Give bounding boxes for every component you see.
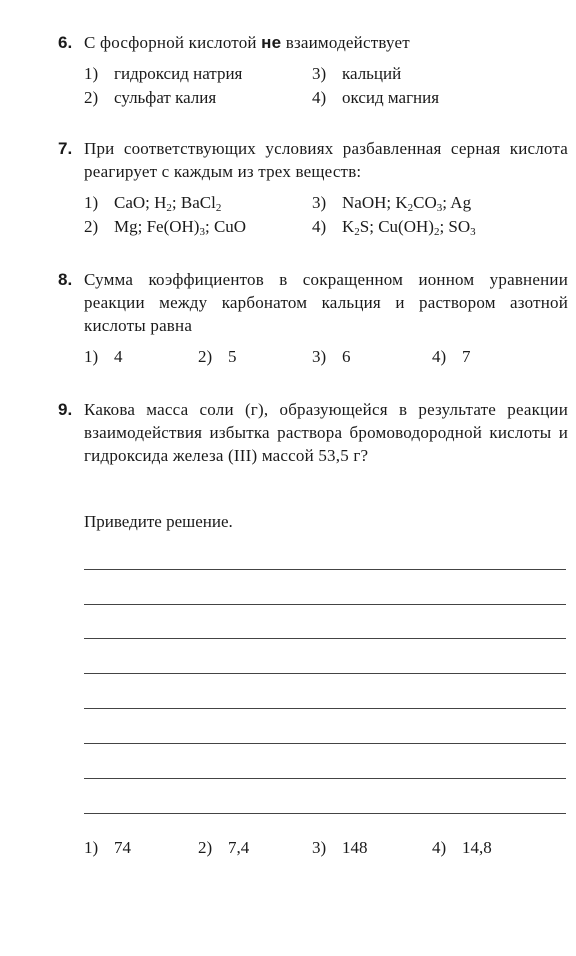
option-1[interactable]: 1) 4 [84, 347, 123, 366]
option-4[interactable]: 4) 14,8 [432, 838, 492, 857]
question-number: 6. [58, 33, 73, 52]
writing-line [84, 604, 566, 605]
question-number: 8. [58, 270, 73, 289]
answer-options [84, 62, 568, 110]
writing-line [84, 673, 566, 674]
answer-options [84, 836, 568, 860]
question-text: При соответствующих условиях разбавленная серная кислота реагирует с каждым из трех веществ: [84, 139, 568, 181]
answer-options [84, 345, 568, 369]
option-4[interactable]: 4) оксид магния [312, 88, 440, 107]
option-2[interactable]: 2) 7,4 [198, 838, 250, 857]
writing-line [84, 743, 566, 744]
option-1[interactable]: 1) CaO; $H_2$; BaCl$_2$ [84, 193, 222, 214]
writing-line [84, 813, 566, 814]
option-1[interactable]: 1) 74 [84, 838, 131, 857]
writing-line [84, 778, 566, 779]
option-1[interactable]: 1) гидроксид натрия [84, 64, 243, 83]
answer-options [84, 191, 568, 239]
option-3[interactable]: 3) кальций [312, 64, 402, 83]
writing-line [84, 638, 566, 639]
question-number: 9. [58, 400, 73, 419]
option-4[interactable]: 4) 7 [432, 347, 471, 366]
question-8 [58, 268, 568, 369]
question-text: С фосфорной кислотой не взаимодействует [84, 33, 410, 52]
writing-line [84, 569, 566, 570]
option-3[interactable]: 3) 6 [312, 347, 351, 366]
question-text: Сумма коэффициентов в сокращенном ионном уравнении реакции между карбонатом кальция и раствором азотной кислоты равна [84, 270, 568, 335]
writing-line [84, 708, 566, 709]
solution-prompt: Приведите решение. [84, 512, 233, 531]
question-7 [58, 137, 568, 239]
option-4[interactable]: 4) $K_2S$; $Cu(OH)_2$; $SO_3$ [312, 217, 476, 238]
question-9-options [58, 836, 568, 860]
option-3[interactable]: 3) NaOH; $K_2CO_3$; Ag [312, 193, 472, 214]
option-3[interactable]: 3) 148 [312, 838, 368, 857]
question-9 [58, 398, 568, 467]
question-text: Какова масса соли (г), образующейся в результате реакции взаимодействия избытка раствора бромоводородной кислоты и гидроксида железа (III) массой 53,5 г? [84, 400, 568, 465]
question-6 [58, 31, 568, 110]
option-2[interactable]: 2) Mg; $Fe(OH)_3$; CuO [84, 217, 247, 238]
question-number: 7. [58, 139, 73, 158]
option-2[interactable]: 2) сульфат калия [84, 88, 217, 107]
option-2[interactable]: 2) 5 [198, 347, 237, 366]
